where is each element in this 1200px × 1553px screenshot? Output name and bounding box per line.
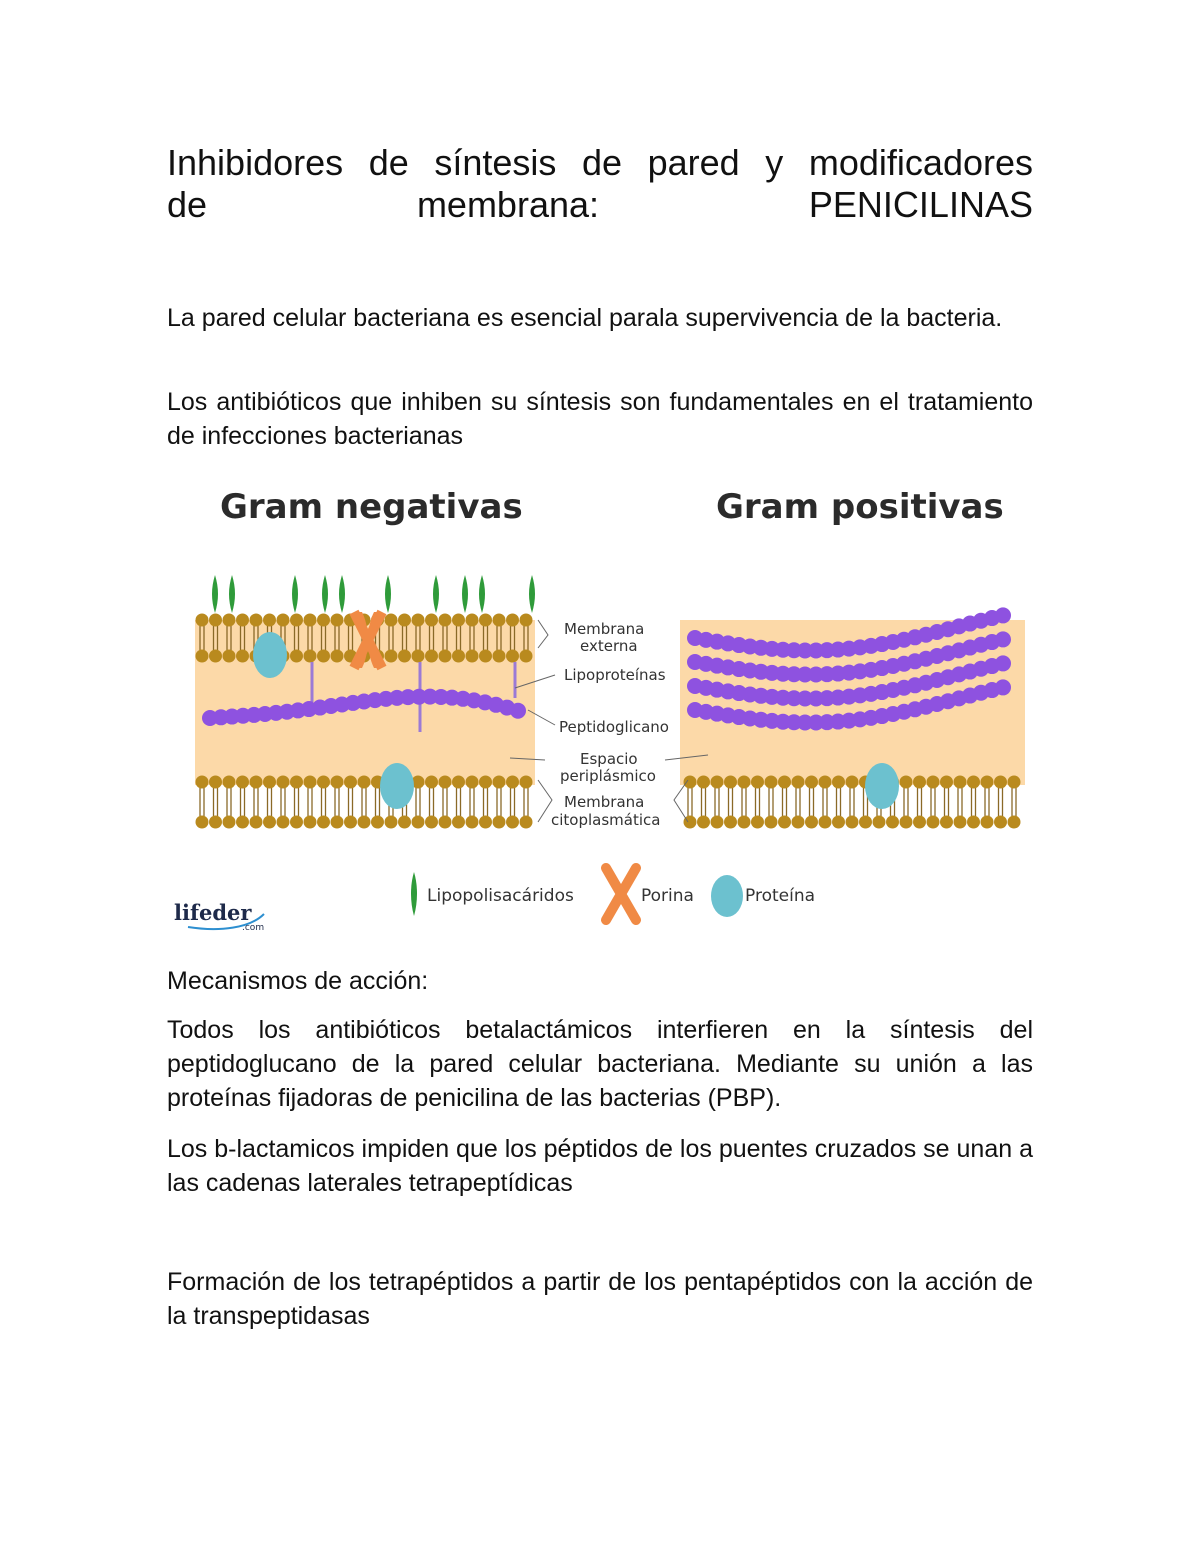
outer-lipid-head [331, 614, 344, 627]
lifeder-logo [174, 900, 264, 933]
legend [411, 868, 815, 920]
outer-lipid-head [412, 650, 425, 663]
inner-neg-lipid-head [263, 776, 276, 789]
inner-pos-lipid-head [792, 776, 805, 789]
outer-lipid-head [317, 650, 330, 663]
outer-lipid-head [506, 614, 519, 627]
inner-pos-lipid-head [697, 776, 710, 789]
inner-neg-lipid-head [331, 776, 344, 789]
inner-neg-lipid-head [520, 776, 533, 789]
inner-neg-lipid-head [371, 816, 384, 829]
inner-neg-lipid-head [304, 816, 317, 829]
legend-protein-icon [711, 875, 743, 917]
heading-gram-positivas: Gram positivas [716, 487, 1004, 527]
inner-pos-lipid-head [778, 816, 791, 829]
inner-neg-lipid-head [196, 776, 209, 789]
inner-pos-lipid-head [846, 776, 859, 789]
lps-stalk [339, 575, 345, 613]
inner-neg-lipid-head [412, 816, 425, 829]
inner-pos-lipid-head [859, 816, 872, 829]
inner-neg-lipid-head [263, 816, 276, 829]
inner-pos-lipid-head [927, 816, 940, 829]
outer-lipid-head [209, 614, 222, 627]
legend-lipopolisacaridos: Lipopolisacáridos [427, 886, 574, 906]
outer-lipid-head [236, 650, 249, 663]
inner-pos-lipid-head [832, 816, 845, 829]
outer-lipid-head [317, 614, 330, 627]
inner-pos-lipid-head [967, 776, 980, 789]
inner-pos-lipid-head [954, 816, 967, 829]
outer-lipid-head [520, 650, 533, 663]
inner-neg-lipid-head [277, 816, 290, 829]
inner-pos-lipid-head [805, 776, 818, 789]
inner-neg-lipid-head [358, 776, 371, 789]
label-espacio-2: periplásmico [560, 767, 656, 785]
paragraph-betalactamicos: Todos los antibióticos betalactámicos interfieren en la síntesis del peptidoglucano de la pared celular bacteriana. Mediante su unión a las proteínas fijadoras de penicilina de las bacterias (PBP). [167, 1016, 1033, 1112]
inner-neg-lipid-head [250, 816, 263, 829]
inner-pos-lipid-head [1008, 776, 1021, 789]
lps-stalk [529, 575, 535, 613]
outer-lipid-head [385, 614, 398, 627]
outer-lipid-head [236, 614, 249, 627]
cytoplasmic-membrane-positive [684, 776, 1021, 829]
inner-neg-lipid-head [439, 776, 452, 789]
outer-lipid-head [439, 650, 452, 663]
cytoplasmic-membrane-negative [196, 776, 533, 829]
inner-neg-lipid-head [425, 816, 438, 829]
lps-stalk [292, 575, 298, 613]
inner-neg-lipid-head [493, 776, 506, 789]
inner-pos-lipid-head [913, 776, 926, 789]
inner-pos-lipid-head [832, 776, 845, 789]
inner-pos-lipid-head [981, 816, 994, 829]
inner-neg-lipid-head [358, 816, 371, 829]
label-membrana-cito-2: citoplasmática [551, 811, 661, 829]
outer-lipid-head [452, 614, 465, 627]
outer-lipid-head [263, 614, 276, 627]
inner-pos-lipid-head [994, 776, 1007, 789]
inner-neg-lipid-head [520, 816, 533, 829]
title-line-1: Inhibidores de síntesis de pared y modificadores [167, 142, 1033, 183]
label-peptidoglicano: Peptidoglicano [559, 718, 669, 736]
svg-text:lifeder: lifeder [174, 900, 252, 925]
title-word-membrana: membrana: [416, 184, 600, 225]
inner-pos-lipid-head [913, 816, 926, 829]
inner-pos-lipid-head [792, 816, 805, 829]
inner-pos-lipid-head [900, 816, 913, 829]
inner-neg-lipid-head [398, 816, 411, 829]
lps-stalk [462, 575, 468, 613]
outer-lipid-head [385, 650, 398, 663]
inner-pos-lipid-head [765, 776, 778, 789]
outer-lipid-head [223, 614, 236, 627]
legend-lps-icon [411, 872, 417, 916]
inner-neg-lipid-head [223, 816, 236, 829]
outer-lipid-head [250, 614, 263, 627]
inner-pos-lipid-head [1008, 816, 1021, 829]
outer-lipid-head [479, 614, 492, 627]
label-espacio-1: Espacio [580, 750, 638, 768]
inner-pos-lipid-head [819, 816, 832, 829]
protein-inner-membrane-negative [380, 763, 414, 809]
inner-neg-lipid-head [196, 816, 209, 829]
heading-gram-negativas: Gram negativas [220, 487, 523, 527]
inner-pos-lipid-head [994, 816, 1007, 829]
inner-neg-lipid-head [344, 776, 357, 789]
inner-pos-lipid-head [711, 776, 724, 789]
outer-lipid-head [196, 614, 209, 627]
outer-lipid-head [466, 650, 479, 663]
inner-pos-lipid-head [886, 816, 899, 829]
inner-neg-lipid-head [277, 776, 290, 789]
legend-porina: Porina [641, 886, 694, 906]
inner-neg-lipid-head [425, 776, 438, 789]
inner-neg-lipid-head [331, 816, 344, 829]
inner-neg-lipid-head [317, 776, 330, 789]
lps-stalk [385, 575, 391, 613]
outer-lipid-head [493, 614, 506, 627]
inner-pos-lipid-head [900, 776, 913, 789]
inner-neg-lipid-head [223, 776, 236, 789]
legend-proteina: Proteína [745, 886, 816, 906]
inner-pos-lipid-head [954, 776, 967, 789]
outer-lipid-head [425, 650, 438, 663]
paragraph-b-lactamicos: Los b-lactamicos impiden que los péptidos de los puentes cruzados se unan a las cadenas laterales tetrapeptídicas [167, 1135, 1033, 1197]
inner-pos-lipid-head [724, 776, 737, 789]
title-word-penicilinas: PENICILINAS [808, 184, 1033, 225]
inner-neg-lipid-head [385, 816, 398, 829]
lps-stalk [479, 575, 485, 613]
inner-neg-lipid-head [290, 816, 303, 829]
inner-neg-lipid-head [466, 776, 479, 789]
inner-pos-lipid-head [981, 776, 994, 789]
inner-pos-lipid-head [765, 816, 778, 829]
outer-lipid-head [425, 614, 438, 627]
inner-pos-lipid-head [940, 776, 953, 789]
inner-neg-lipid-head [479, 776, 492, 789]
inner-neg-lipid-head [452, 816, 465, 829]
inner-pos-lipid-head [724, 816, 737, 829]
title-word-de: de [167, 184, 208, 225]
heading-mecanismos: Mecanismos de acción: [167, 967, 429, 995]
inner-pos-lipid-head [684, 776, 697, 789]
cell-wall-diagram [160, 470, 1040, 950]
inner-pos-lipid-head [778, 776, 791, 789]
inner-pos-lipid-head [940, 816, 953, 829]
lps-stalk [433, 575, 439, 613]
protein-inner-membrane-positive [865, 763, 899, 809]
outer-lipid-head [506, 650, 519, 663]
peptidoglycan-bead [995, 679, 1011, 695]
page-title [167, 142, 1033, 226]
inner-pos-lipid-head [967, 816, 980, 829]
inner-neg-lipid-head [209, 816, 222, 829]
inner-neg-lipid-head [466, 816, 479, 829]
inner-neg-lipid-head [452, 776, 465, 789]
outer-lipid-head [304, 614, 317, 627]
paragraph-tetrapeptidos: Formación de los tetrapéptidos a partir de los pentapéptidos con la acción de la transpeptidasas [167, 1268, 1033, 1330]
outer-lipid-head [452, 650, 465, 663]
inner-neg-lipid-head [209, 776, 222, 789]
outer-lipid-head [398, 614, 411, 627]
inner-neg-lipid-head [236, 816, 249, 829]
label-lipoproteinas: Lipoproteínas [564, 666, 666, 684]
outer-lipid-head [439, 614, 452, 627]
inner-pos-lipid-head [697, 816, 710, 829]
outer-lipid-head [223, 650, 236, 663]
outer-lipid-head [209, 650, 222, 663]
inner-pos-lipid-head [751, 816, 764, 829]
lps-stalk [212, 575, 218, 613]
inner-neg-lipid-head [439, 816, 452, 829]
outer-lipid-head [290, 614, 303, 627]
legend-porin-icon [606, 868, 636, 920]
peptidoglycan-bead [995, 607, 1011, 623]
label-membrana-externa-2: externa [580, 637, 638, 655]
lps-stalk [322, 575, 328, 613]
inner-neg-lipid-head [317, 816, 330, 829]
inner-neg-lipid-head [493, 816, 506, 829]
outer-lipid-head [331, 650, 344, 663]
outer-lipid-head [493, 650, 506, 663]
outer-lipid-head [520, 614, 533, 627]
outer-lipid-head [290, 650, 303, 663]
inner-neg-lipid-head [290, 776, 303, 789]
outer-lipid-head [304, 650, 317, 663]
peptidoglycan-bead [995, 655, 1011, 671]
outer-lipid-head [466, 614, 479, 627]
lipopolysaccharide-group [212, 575, 535, 613]
inner-pos-lipid-head [873, 816, 886, 829]
outer-lipid-head [398, 650, 411, 663]
outer-lipid-head [479, 650, 492, 663]
title-line-2 [167, 184, 1033, 226]
inner-pos-lipid-head [819, 776, 832, 789]
inner-neg-lipid-head [344, 816, 357, 829]
protein-outer-membrane [253, 632, 287, 678]
inner-pos-lipid-head [738, 776, 751, 789]
leader-membrana-externa-left [538, 620, 548, 648]
inner-pos-lipid-head [738, 816, 751, 829]
inner-pos-lipid-head [846, 816, 859, 829]
inner-pos-lipid-head [711, 816, 724, 829]
inner-neg-lipid-head [304, 776, 317, 789]
outer-lipid-head [412, 614, 425, 627]
leader-membrana-cito-left [538, 780, 552, 822]
inner-neg-lipid-head [479, 816, 492, 829]
lps-stalk [229, 575, 235, 613]
inner-pos-lipid-head [751, 776, 764, 789]
paragraph-intro: La pared celular bacteriana es esencial parala supervivencia de la bacteria. [167, 304, 1003, 332]
inner-neg-lipid-head [250, 776, 263, 789]
cell-wall-svg [160, 470, 1040, 950]
peptidoglycan-bead [510, 703, 526, 719]
paragraph-antibiotics: Los antibióticos que inhiben su síntesis son fundamentales en el tratamiento de infecciones bacterianas [167, 388, 1033, 450]
inner-pos-lipid-head [805, 816, 818, 829]
peptidoglycan-bead [995, 631, 1011, 647]
outer-lipid-head [277, 614, 290, 627]
inner-neg-lipid-head [506, 816, 519, 829]
outer-lipid-head [196, 650, 209, 663]
label-membrana-externa-1: Membrana [564, 620, 645, 638]
inner-neg-lipid-head [236, 776, 249, 789]
inner-neg-lipid-head [506, 776, 519, 789]
inner-pos-lipid-head [927, 776, 940, 789]
label-membrana-cito-1: Membrana [564, 793, 645, 811]
svg-text:.com: .com [242, 923, 265, 933]
